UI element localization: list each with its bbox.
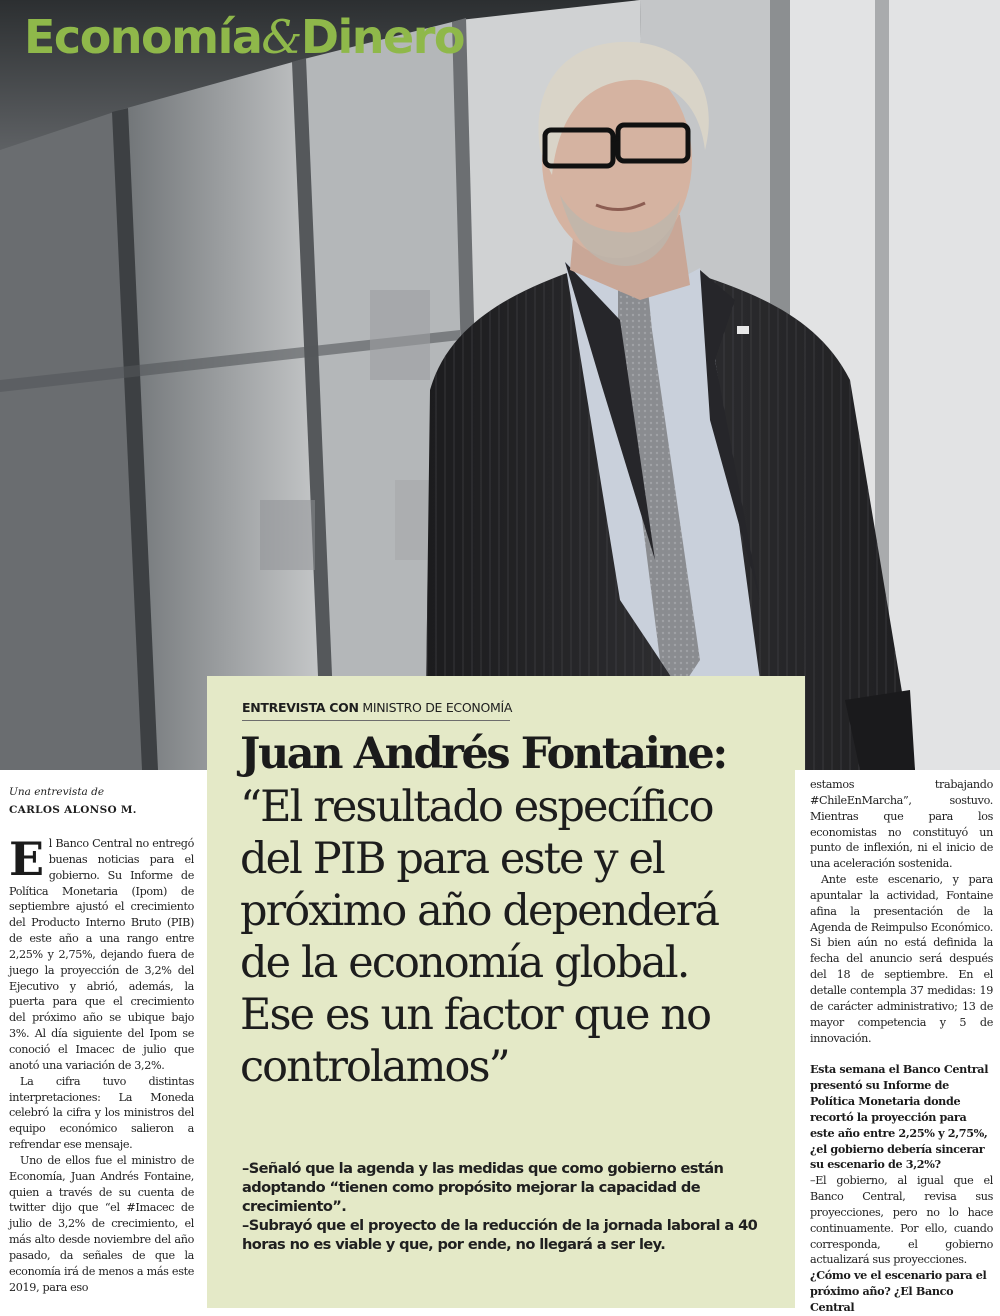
quote-line: de la economía global.: [240, 938, 689, 988]
article-paragraph: Uno de ellos fue el ministro de Economía, Juan Andrés Fontaine, quien a través de su cuenta de twitter dijo que “el #Imacec de julio de 3,2% de crecimiento, el más alto desde noviembre del año pasado, da señales de que la economía irá de menos a más este 2019, para eso: [9, 1153, 194, 1294]
article-paragraph: Ante este escenario, y para apuntalar la actividad, Fontaine afina la presentación de la Agenda de Reimpulso Económico. Si bien aún no está definida la fecha del anuncio será después del 18 de septiembre. En el detalle contempla 37 medidas: 19 de carácter administrativo; 13 de mayor competencia y 5 de innovación.: [810, 873, 993, 1045]
summary-bullet: –Señaló que la agenda y las medidas que como gobierno están adoptando “tienen como propósito mejorar la capacidad de crecimiento”.: [242, 1160, 724, 1215]
quote-line: del PIB para este y el: [240, 834, 664, 884]
kicker-bold: ENTREVISTA CON: [242, 700, 359, 715]
interview-question: Esta semana el Banco Central presentó su Informe de Política Monetaria donde recortó la proyección para este año entre 2,25% y 2,75%, ¿el gobierno debería sincerar su escenario de 3,2%?: [810, 1062, 989, 1172]
masthead-dinero: Dinero: [300, 10, 465, 64]
masthead-economia: Economía: [24, 10, 262, 64]
article-paragraph: estamos trabajando #ChileEnMarcha”, sostuvo. Mientras que para los economistas no constituyó un punto de inflexión, ni el inicio de una aceleración sostenida.: [810, 778, 993, 871]
kicker-rest: MINISTRO DE ECONOMÍA: [362, 700, 513, 715]
headline-name: Juan Andrés Fontaine:: [240, 729, 726, 779]
article-left-column: [9, 832, 194, 1295]
quote-line: “El resultado específico: [240, 782, 713, 832]
byline-author: CARLOS ALONSO M.: [9, 804, 137, 816]
byline-intro: Una entrevista de: [9, 786, 105, 798]
headline-panel-edge: [795, 676, 805, 770]
summary-bullet: –Subrayó que el proyecto de la reducción de la jornada laboral a 40 horas no es viable y que, por ende, no llegará a ser ley.: [242, 1217, 758, 1253]
quote-line: controlamos”: [240, 1042, 509, 1092]
interview-question: ¿Cómo ve el escenario para el próximo año? ¿El Banco Central: [810, 1268, 987, 1314]
article-right-column: [810, 777, 993, 1316]
article-paragraph: l Banco Central no entregó buenas noticias para el gobierno. Su Informe de Política Monetaria (Ipom) de septiembre ajustó el crecimiento del Producto Interno Bruto (PIB) de este año a una rango entre 2,25% y 2,75%, dejando fuera de juego la proyección de 3,2% del Ejecutivo y abrió, además, la puerta para que el crecimiento del próximo año se ubique bajo 3%. Al día siguiente del Ipom se conoció el Imacec de julio que anotó una variación de 3,2%.: [9, 837, 194, 1072]
drop-cap: E: [9, 832, 44, 886]
interview-kicker: [242, 700, 513, 721]
masthead-ampersand: &: [261, 10, 301, 64]
section-masthead: [24, 10, 465, 64]
interview-answer: –El gobierno, al igual que el Banco Central, revisa sus proyecciones, pero no lo hace continuamente. Por ello, cuando corresponda, el gobierno actualizará sus proyecciones.: [810, 1174, 993, 1267]
quote-line: Ese es un factor que no: [240, 990, 711, 1040]
article-paragraph: La cifra tuvo distintas interpretaciones: La Moneda celebró la cifra y los ministros del equipo económico salieron a refrendar ese mensaje.: [9, 1074, 194, 1152]
summary-bullets: [242, 1159, 762, 1254]
quote-line: próximo año dependerá: [240, 886, 719, 936]
